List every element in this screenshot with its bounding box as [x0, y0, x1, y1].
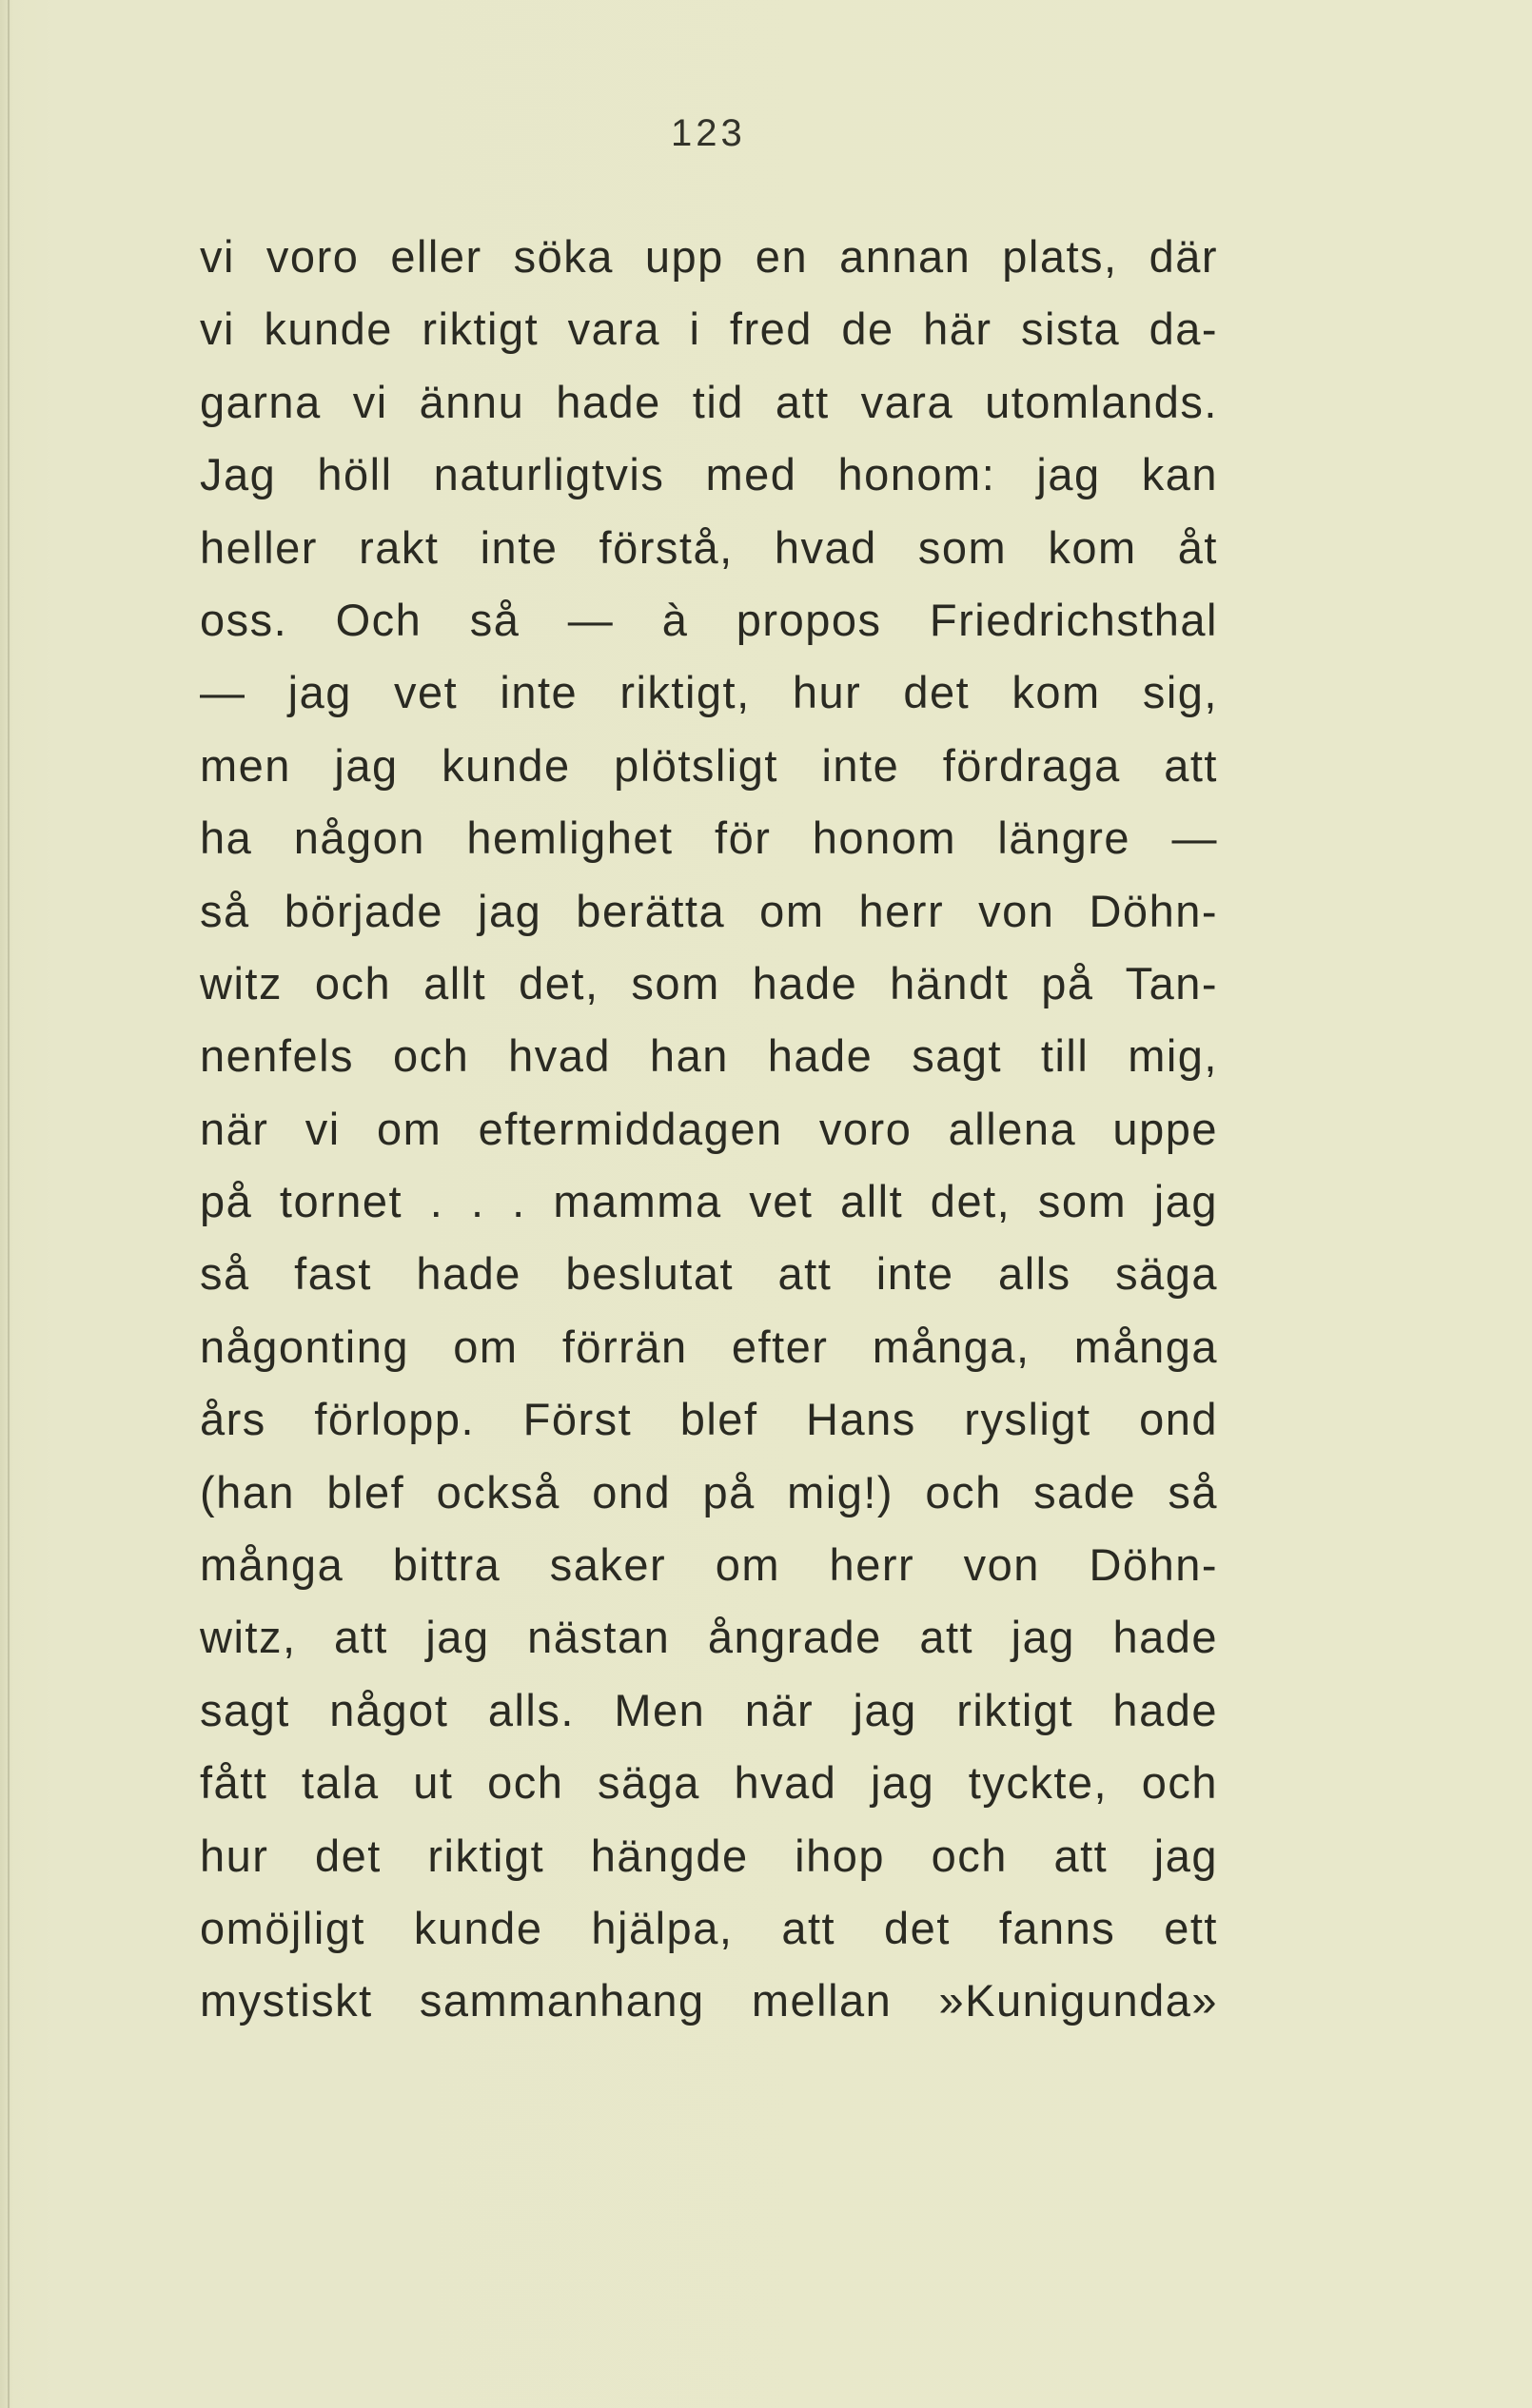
text-line: vi voro eller söka upp en annan plats, där	[200, 231, 1218, 282]
text-line: witz, att jag nästan ångrade att jag hade	[200, 1612, 1218, 1663]
text-line: års förlopp. Först blef Hans rysligt ond	[200, 1394, 1218, 1445]
text-line: (han blef också ond på mig!) och sade så	[200, 1466, 1218, 1517]
text-line: — jag vet inte riktigt, hur det kom sig,	[200, 667, 1218, 718]
text-line: fått tala ut och säga hvad jag tyckte, och	[200, 1757, 1218, 1809]
text-line: sagt något alls. Men när jag riktigt hade	[200, 1684, 1218, 1735]
text-line: oss. Och så — à propos Friedrichsthal	[200, 594, 1218, 645]
text-line: så fast hade beslutat att inte alls säga	[200, 1248, 1218, 1300]
text-line: ha någon hemlighet för honom längre —	[200, 812, 1218, 864]
text-line: witz och allt det, som hade händt på Tan-	[200, 957, 1218, 1008]
text-line: någonting om förrän efter många, många	[200, 1321, 1218, 1372]
text-line: så började jag berätta om herr von Döhn-	[200, 885, 1218, 936]
body-text	[200, 221, 1218, 2038]
text-line: omöjligt kunde hjälpa, att det fanns ett	[200, 1902, 1218, 1953]
text-line: Jag höll naturligtvis med honom: jag kan	[200, 449, 1218, 500]
text-line: mystiskt sammanhang mellan »Kunigunda»	[200, 1975, 1218, 2026]
text-line: heller rakt inte förstå, hvad som kom åt	[200, 521, 1218, 573]
text-line: vi kunde riktigt vara i fred de här sista da-	[200, 303, 1218, 355]
page-number: 123	[671, 112, 746, 154]
text-line: garna vi ännu hade tid att vara utomlands.	[200, 376, 1218, 427]
text-line: många bittra saker om herr von Döhn-	[200, 1539, 1218, 1591]
text-line: nenfels och hvad han hade sagt till mig,	[200, 1030, 1218, 1082]
text-line: men jag kunde plötsligt inte fördraga att	[200, 739, 1218, 791]
text-line: hur det riktigt hängde ihop och att jag	[200, 1830, 1218, 1881]
text-line: när vi om eftermiddagen voro allena uppe	[200, 1103, 1218, 1154]
page-edge-shadow	[8, 0, 10, 2408]
text-line: på tornet . . . mamma vet allt det, som jag	[200, 1176, 1218, 1227]
